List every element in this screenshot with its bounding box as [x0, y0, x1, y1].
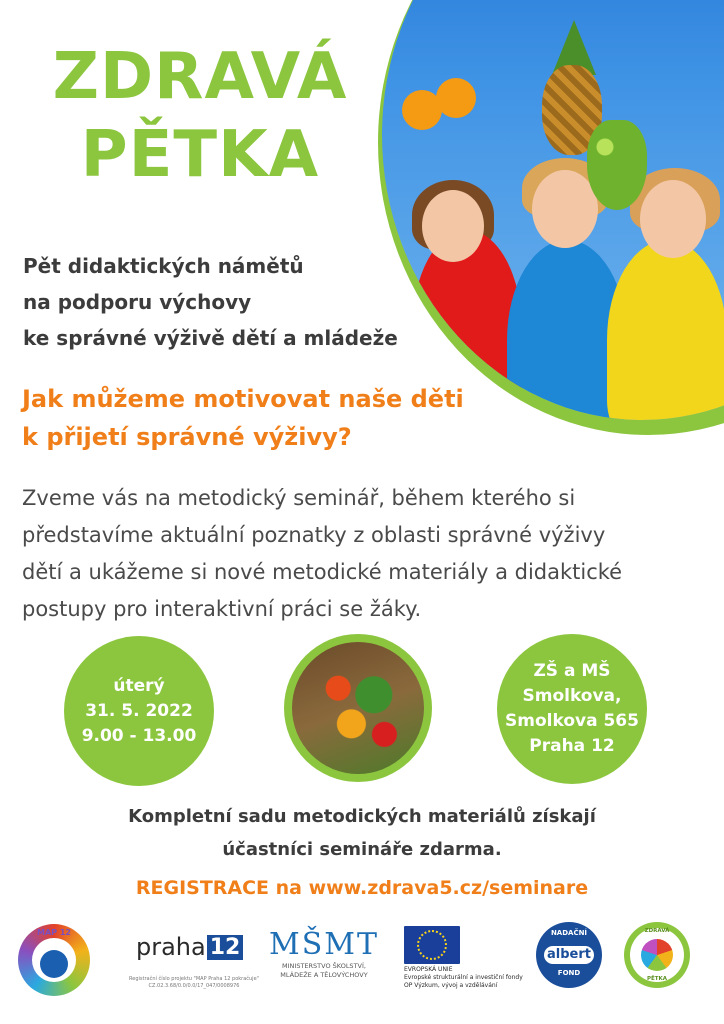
orange-fruit: [436, 78, 476, 118]
kid-face: [422, 190, 484, 262]
praha-text: praha: [136, 933, 206, 961]
vegetables-image: [292, 642, 424, 774]
msmt-line: MINISTERSTVO ŠKOLSTVÍ,: [282, 962, 366, 970]
eu-line: OP Výzkum, vývoj a vzdělávání: [404, 982, 498, 989]
zp-bottom-text: PĚTKA: [646, 976, 668, 982]
eu-flag-logo: [404, 926, 460, 964]
praha12-logo: [136, 930, 246, 964]
event-day: úterý: [113, 675, 165, 696]
msmt-line: MLÁDEŽE A TĚLOVÝCHOVY: [280, 971, 368, 979]
materials-line: účastníci semináře zdarma.: [222, 839, 502, 860]
question-line: k přijetí správné výživy?: [22, 423, 352, 451]
kid-yellow-shirt: [607, 240, 724, 420]
albert-bottom-text: FOND: [557, 969, 581, 977]
title-line-1: ZDRAVÁ: [52, 40, 348, 114]
description-line: dětí a ukážeme si nové metodické materiály a didaktické: [22, 560, 623, 584]
poster-title: [30, 38, 370, 194]
kid-face: [532, 170, 598, 248]
seminar-description: [22, 480, 712, 628]
venue-line: ZŠ a MŠ: [533, 661, 611, 681]
venue-line: Praha 12: [529, 736, 615, 756]
description-line: Zveme vás na metodický seminář, během kterého si: [22, 486, 576, 510]
eu-line: Evropské strukturální a investiční fondy: [404, 974, 523, 981]
event-date: 31. 5. 2022: [85, 700, 193, 721]
description-line: představíme aktuální poznatky z oblasti správné výživy: [22, 523, 606, 547]
subtitle-line: na podporu výchovy: [23, 290, 252, 314]
albert-top-text: NADAČNÍ: [550, 929, 588, 937]
globe-icon: [40, 950, 68, 978]
title-line-2: PĚTKA: [80, 118, 320, 192]
grapes: [587, 120, 647, 210]
materials-line: Kompletní sadu metodických materiálů získají: [128, 806, 596, 827]
albert-wordmark: albert: [544, 946, 594, 964]
map12-logo: [18, 924, 90, 996]
subtitle-line: Pět didaktických námětů: [23, 254, 304, 278]
praha-number: 12: [207, 935, 244, 960]
question-line: Jak můžeme motivovat naše děti: [22, 385, 464, 413]
event-time: 9.00 - 13.00: [81, 725, 197, 746]
zp-top-text: ZDRAVÁ: [644, 928, 670, 934]
zdrava-petka-logo: [624, 922, 690, 988]
eu-line: EVROPSKÁ UNIE: [404, 966, 453, 973]
description-line: postupy pro interaktivní práci se žáky.: [22, 597, 422, 621]
kids-with-fruit-image: [382, 0, 724, 420]
kid-face: [640, 180, 706, 258]
albert-foundation-logo: [536, 922, 602, 988]
venue-line: Smolkova 565: [505, 711, 639, 731]
venue-circle: [497, 634, 647, 784]
eu-stars-icon: [417, 930, 447, 960]
subtitle: [23, 248, 398, 356]
motivation-question: [22, 380, 464, 456]
flower-icon: [641, 939, 673, 971]
eu-funding-text: [404, 966, 554, 990]
registration-link[interactable]: REGISTRACE na www.zdrava5.cz/seminare: [135, 877, 589, 899]
map12-label: MAP 12: [37, 928, 71, 937]
vegetables-circle: [284, 634, 432, 782]
venue-line: Smolkova,: [522, 686, 622, 706]
hero-photo: [378, 0, 724, 435]
msmt-mark: MŠMT: [269, 927, 379, 962]
materials-note: [62, 800, 662, 866]
msmt-logo: [264, 928, 384, 990]
subtitle-line: ke správné výživě dětí a mládeže: [23, 326, 398, 350]
project-registration-note: Registrační číslo projektu "MAP Praha 12 pokračuje" CZ.02.3.68/0.0/0.0/17_047/0008976: [129, 976, 259, 989]
date-circle: [64, 636, 214, 786]
